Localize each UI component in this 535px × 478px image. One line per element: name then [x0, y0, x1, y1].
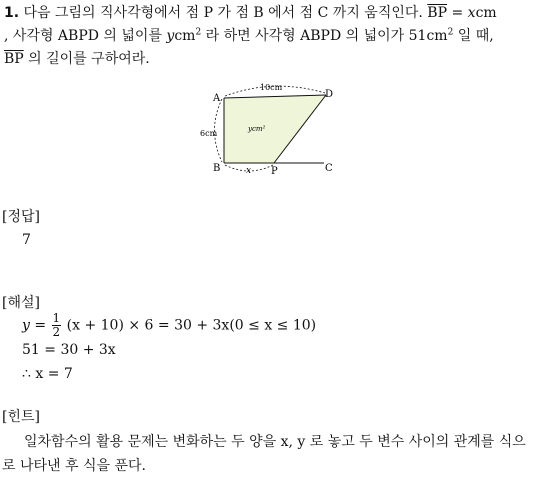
area-label: ycm² — [248, 125, 266, 133]
sup-2b: 2 — [447, 27, 454, 38]
frac-denominator: 2 — [52, 325, 61, 339]
answer-heading: [정답] — [2, 209, 40, 225]
top-length: 10cm — [260, 83, 283, 92]
problem-number: 1. — [4, 5, 20, 21]
var-x: x — [467, 5, 476, 21]
shaded-region — [224, 95, 326, 163]
solution-line-1 — [22, 312, 316, 339]
unit-cm2: cm — [174, 28, 196, 44]
label-d: D — [325, 89, 334, 100]
label-a: A — [213, 93, 221, 104]
var-y: y — [166, 28, 175, 44]
label-p: P — [271, 166, 278, 177]
side-length: 6cm — [200, 129, 218, 138]
solution-line1-post: (x + 10) × 6 = 30 + 3x(0 ≤ x ≤ 10) — [66, 317, 317, 334]
equals: = — [447, 5, 468, 21]
hint-heading: [힌트] — [2, 409, 40, 425]
answer-value: 7 — [22, 232, 31, 248]
label-c: C — [325, 163, 333, 174]
segment-bp-2: $\overline{BP}$ — [4, 51, 24, 67]
sup-2: 2 — [195, 27, 202, 38]
fraction-half — [52, 312, 62, 339]
problem-statement — [4, 2, 532, 71]
problem-text-a: 다음 그림의 직사각형에서 점 P 가 점 B 에서 점 C 까지 움직인다. — [23, 5, 423, 21]
segment-bp: $\overline{BP}$ — [427, 5, 448, 21]
hint-text: 일차함수의 활용 문제는 변화하는 두 양을 x, y 로 놓고 두 변수 사이의 관계를 식으로 나타낸 후 식을 푼다. — [2, 434, 526, 474]
label-b: B — [213, 163, 221, 174]
bottom-x: x — [246, 166, 252, 176]
problem-text-c: 라 하면 사각형 ABPD 의 넓이가 51cm — [201, 28, 448, 44]
solution-line-2: 51 = 30 + 3x — [22, 342, 116, 358]
problem-text-d: 일 때, — [453, 28, 494, 44]
problem-text-e: 의 길이를 구하여라. — [23, 51, 150, 67]
solution-heading: [해설] — [2, 295, 40, 311]
solution-line1-pre: y = — [22, 317, 51, 334]
rectangle-figure — [198, 80, 338, 178]
solution-line-3: ∴ x = 7 — [22, 366, 73, 382]
unit-cm: cm — [475, 5, 497, 21]
problem-text-b: , 사각형 ABPD 의 넓이를 — [4, 28, 167, 44]
frac-numerator: 1 — [52, 311, 61, 325]
